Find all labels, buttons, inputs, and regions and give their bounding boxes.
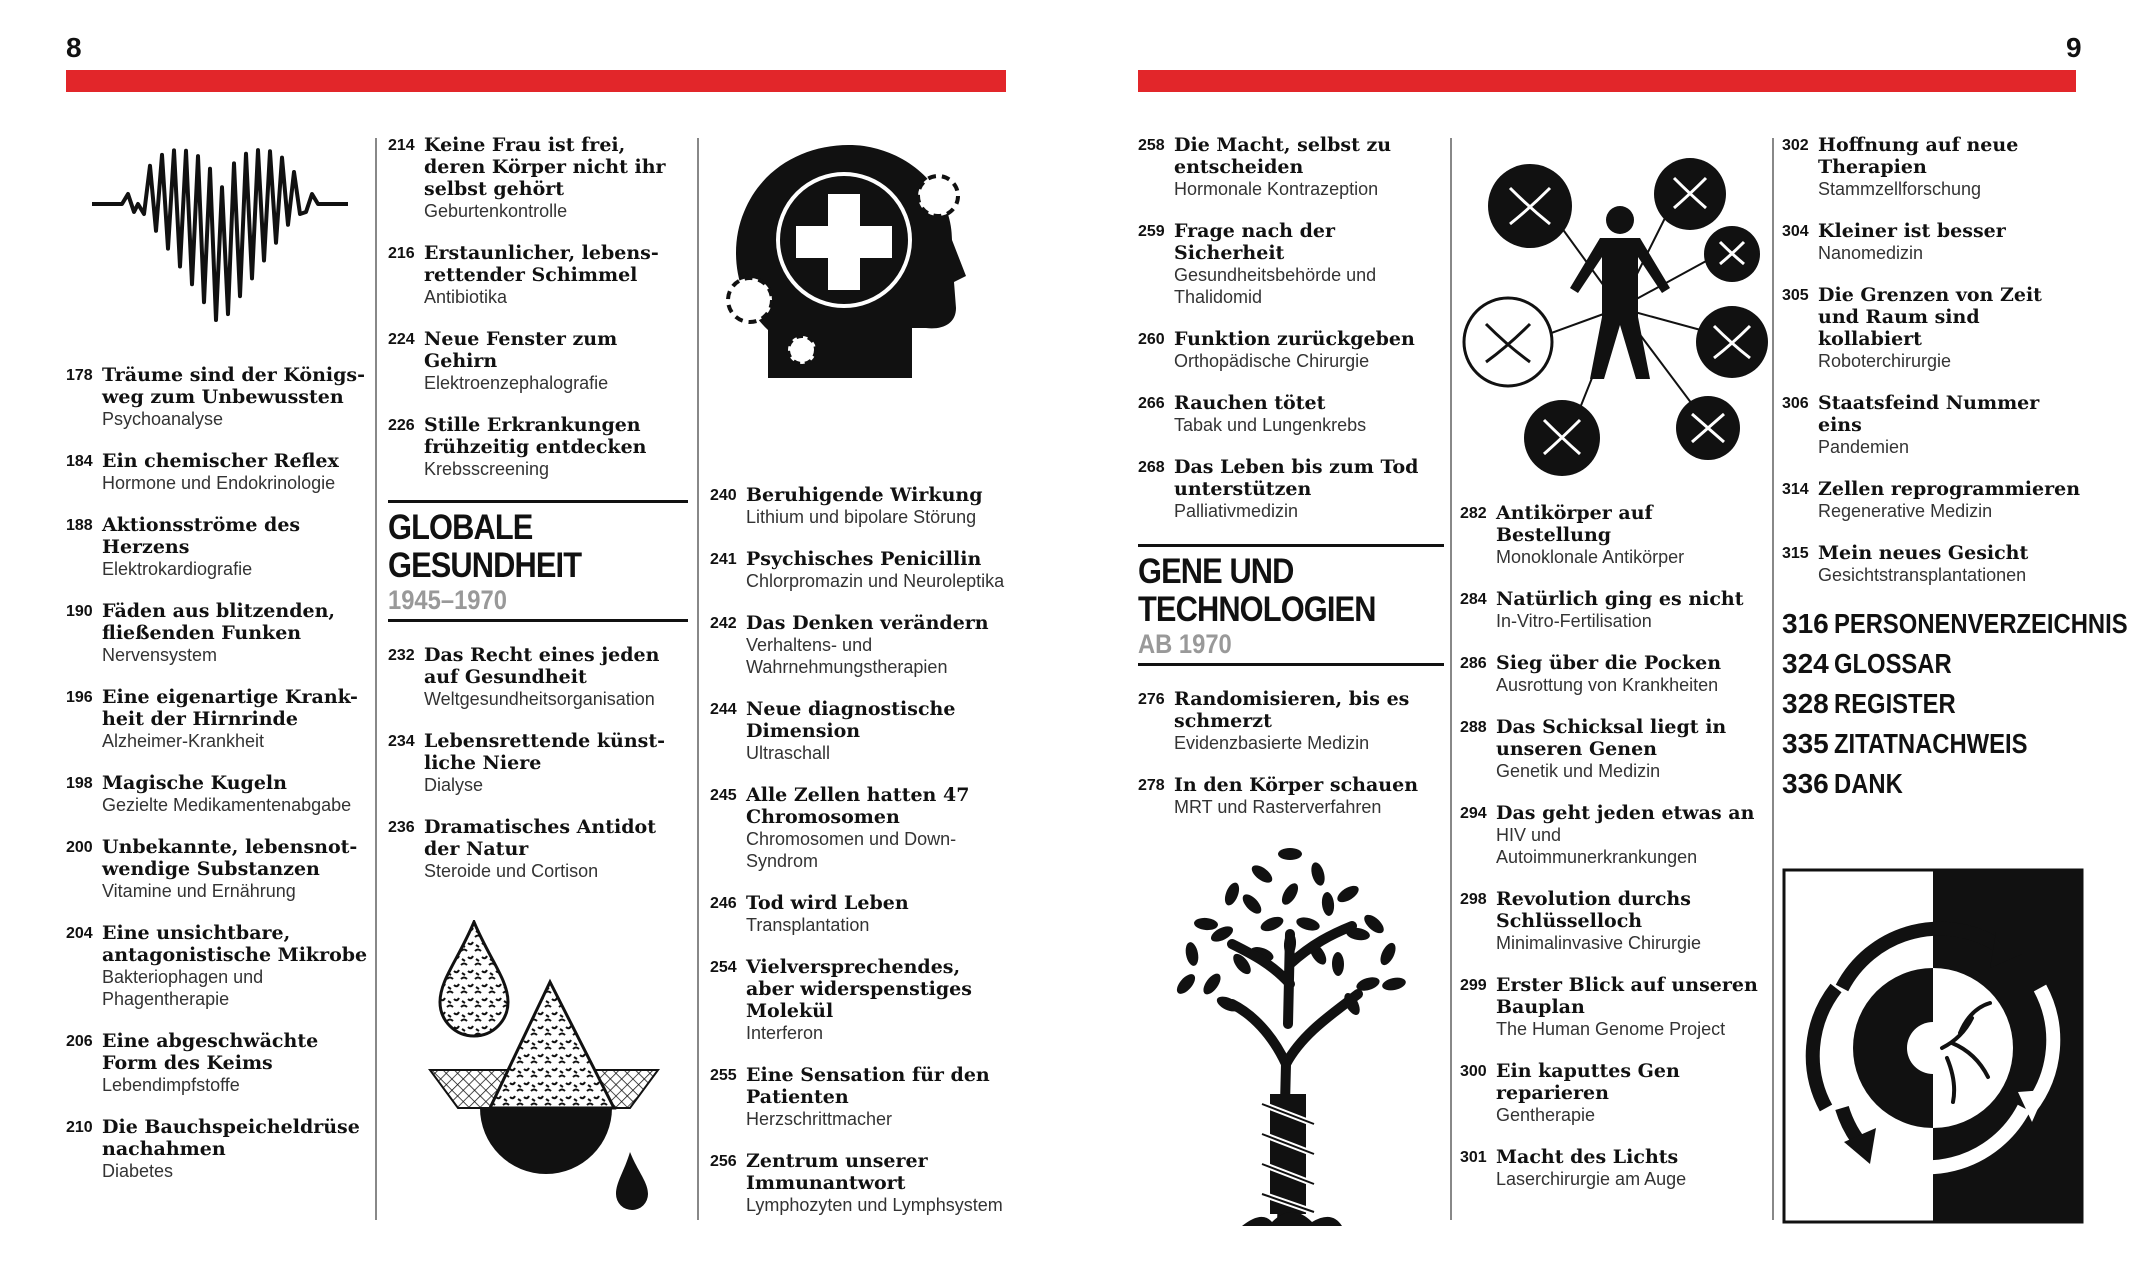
toc-entry-title: Das geht jeden etwas an [1496,802,1755,824]
toc-column-3 [710,484,1010,1236]
toc-entry-text [746,1064,1010,1130]
toc-entry [66,600,368,666]
toc-page-number: 266 [1138,395,1165,412]
toc-page-number: 286 [1460,655,1487,672]
toc-entry-text [1818,134,2082,200]
toc-entry-subtitle: Vitamine und Ernährung [102,881,296,901]
toc-entry-title: Zentrum unserer Immunantwort [746,1150,928,1194]
toc-page-number: 190 [66,603,93,620]
toc-entry-text [424,328,688,394]
toc-page-number: 282 [1460,505,1487,522]
toc-entry-text [746,1150,1010,1216]
toc-entry-title: Staatsfeind Nummer eins [1818,392,2040,436]
back-matter-page: 316 [1782,608,1829,639]
toc-entry-text [424,816,688,882]
back-matter-list [1782,604,2128,804]
toc-entry [66,836,368,902]
toc-entry [66,922,368,1010]
toc-page-number: 188 [66,517,93,534]
section-header-gene-und-technologien [1138,544,1444,666]
toc-page-number: 276 [1138,691,1165,708]
toc-entry-subtitle: Nanomedizin [1818,243,1924,263]
toc-entry [388,242,688,308]
back-matter-label: PERSONENVERZEICHNIS [1834,608,2128,639]
toc-page-number: 288 [1460,719,1487,736]
toc-entry-subtitle: Transplantation [746,915,870,935]
toc-page-number: 254 [710,959,737,976]
toc-entry-title: Randomisieren, bis es schmerzt [1174,688,1410,732]
toc-entry [388,328,688,394]
column-divider [697,138,699,1220]
toc-entry-text [746,892,1010,936]
toc-entry-title: Das Recht eines jeden auf Gesundheit [424,644,660,688]
toc-entry-subtitle: MRT und Rasterverfahren [1174,797,1382,817]
toc-page-number: 226 [388,417,415,434]
toc-entry [388,730,688,796]
toc-entry [1782,284,2082,372]
toc-entry-title: Neue Fenster zum Gehirn [424,328,618,372]
toc-page-number: 302 [1782,137,1809,154]
toc-column-6 [1782,134,2128,804]
toc-entry [710,956,1010,1044]
toc-entry-title: Mein neues Gesicht [1818,542,2029,564]
toc-entry-subtitle: Steroide und Cortison [424,861,599,881]
toc-entry-text [746,956,1010,1044]
back-matter-entry [1782,724,2082,764]
page-number-left: 8 [66,32,82,63]
toc-entry-subtitle: Stammzellforschung [1818,179,1982,199]
toc-entry-text [102,686,368,752]
toc-entry-title: Revolution durchs Schlüsselloch [1496,888,1691,932]
toc-entry-text [102,450,368,494]
toc-entry-text [424,414,688,480]
toc-entry-text [1496,588,1766,632]
toc-entry-title: Neue diagnostische Dimension [746,698,956,742]
toc-entry [1782,478,2082,522]
toc-entry-subtitle: Genetik und Medizin [1496,761,1661,781]
toc-entry-text [1818,284,2082,372]
toc-column-4 [1138,134,1444,838]
drops-pyramid-icon [418,920,668,1225]
toc-entry [710,612,1010,678]
section-header-globale-gesundheit [388,500,688,622]
toc-entry-title: Antikörper auf Bestellung [1496,502,1653,546]
toc-entry-subtitle: Chromosomen und Down-Syndrom [746,829,957,871]
toc-entry-title: Die Macht, selbst zu entscheiden [1174,134,1392,178]
toc-entry-text [1496,716,1766,782]
toc-entry-subtitle: Hormone und Endokrinologie [102,473,336,493]
dna-person-icon [1460,158,1768,478]
toc-page-number: 301 [1460,1149,1487,1166]
section-title-line2: TECHNOLOGIEN [1138,590,1376,629]
toc-entry-subtitle: Elektrokardiografie [102,559,253,579]
tree-icon [1162,834,1418,1226]
toc-page-number: 304 [1782,223,1809,240]
toc-entry-title: Eine unsichtbare, antagonistische Mikrobe [102,922,368,966]
toc-entry-title: Macht des Lichts [1496,1146,1679,1168]
toc-page-number: 246 [710,895,737,912]
toc-page-number: 299 [1460,977,1487,994]
toc-entry [66,1116,368,1182]
toc-page-number: 224 [388,331,415,348]
toc-entry [710,892,1010,936]
toc-entry-text [424,730,688,796]
toc-entry [1138,688,1444,754]
column-divider [1450,138,1452,1220]
toc-entry-subtitle: Bakteriophagen und Phagentherapie [102,967,264,1009]
toc-entry-text [1174,688,1444,754]
toc-column-2 [388,134,688,902]
toc-entry-subtitle: Verhaltens- und Wahrnehmungstherapien [746,635,948,677]
toc-column-5 [1460,502,1766,1210]
toc-entry-title: Aktionsströme des Herzens [102,514,301,558]
toc-entry-title: Magische Kugeln [102,772,287,794]
column-divider [1772,138,1774,1220]
toc-entry-title: Das Leben bis zum Tod unterstützen [1174,456,1419,500]
toc-entry-subtitle: Hormonale Kontrazeption [1174,179,1379,199]
toc-entry-title: Eine eigenartige Krank-heit der Hirnrinde [102,686,358,730]
toc-entry-title: Stille Erkrankungen frühzeitig entdecken [424,414,647,458]
toc-entry [1460,1060,1766,1126]
toc-entry [1460,802,1766,868]
toc-entry-subtitle: Regenerative Medizin [1818,501,1993,521]
toc-entry [1138,220,1444,308]
head-cross-icon [716,140,976,384]
section-title-line1: GLOBALE [388,508,533,547]
toc-entry [388,414,688,480]
red-header-bar-left [66,70,1006,92]
toc-entry [710,548,1010,592]
toc-page-number: 206 [66,1033,93,1050]
toc-page-number: 284 [1460,591,1487,608]
section-title-line1: GENE UND [1138,552,1294,591]
toc-entry-subtitle: Lebendimpfstoffe [102,1075,240,1095]
toc-entry-text [746,784,1010,872]
back-matter-page: 324 [1782,648,1829,679]
toc-entry-text [424,644,688,710]
toc-entry-text [102,922,368,1010]
toc-entry [710,484,1010,528]
toc-entry-subtitle: Roboterchirurgie [1818,351,1952,371]
back-matter-entry [1782,684,2082,724]
toc-page-number: 200 [66,839,93,856]
toc-entry-subtitle: Ausrottung von Krankheiten [1496,675,1719,695]
toc-entry [1460,716,1766,782]
toc-page-number: 314 [1782,481,1809,498]
section-years: AB 1970 [1138,629,1232,659]
toc-entry-subtitle: Gentherapie [1496,1105,1596,1125]
toc-entry-subtitle: Krebsscreening [424,459,550,479]
toc-entry [66,514,368,580]
toc-page-number: 232 [388,647,415,664]
toc-entry-text [102,600,368,666]
toc-entry-text [1174,328,1444,372]
toc-entry-subtitle: HIV und Autoimmunerkrankungen [1496,825,1698,867]
toc-entry [710,698,1010,764]
column-divider [375,138,377,1220]
toc-entry-text [1818,542,2082,586]
toc-entry-title: Funktion zurückgeben [1174,328,1415,350]
toc-entry-text [1496,1146,1766,1190]
red-header-bar-right [1138,70,2076,92]
toc-entry-title: Tod wird Leben [746,892,909,914]
toc-entry-subtitle: Pandemien [1818,437,1910,457]
back-matter-label: DANK [1834,768,1903,799]
toc-entry [710,1150,1010,1216]
toc-page-number: 242 [710,615,737,632]
toc-entry-title: Das Schicksal liegt in unseren Genen [1496,716,1727,760]
toc-entry-subtitle: In-Vitro-Fertilisation [1496,611,1652,631]
toc-page-number: 234 [388,733,415,750]
toc-entry-text [1174,220,1444,308]
toc-page-number: 210 [66,1119,93,1136]
toc-entry-title: Erster Blick auf unseren Bauplan [1496,974,1758,1018]
toc-page-number: 305 [1782,287,1809,304]
back-matter-entry [1782,644,2082,684]
toc-page-number: 244 [710,701,737,718]
toc-entry-text [1496,1060,1766,1126]
toc-entry [1782,542,2082,586]
section-years: 1945–1970 [388,585,507,615]
toc-entry-text [1496,888,1766,954]
toc-entry-title: Eine Sensation für den Patienten [746,1064,990,1108]
back-matter-page: 328 [1782,688,1829,719]
toc-entry-text [1818,478,2082,522]
toc-entry-title: Vielversprechendes, aber widerspenstiges Molekül [746,956,972,1022]
toc-entry-subtitle: Chlorpromazin und Neuroleptika [746,571,1005,591]
toc-entry [388,816,688,882]
toc-entry [1782,392,2082,458]
toc-entry-subtitle: Ultraschall [746,743,831,763]
toc-entry-title: Träume sind der Königs-weg zum Unbewussten [102,364,365,408]
toc-entry-subtitle: Herzschrittmacher [746,1109,893,1129]
toc-entry-subtitle: Weltgesundheitsorganisation [424,689,655,709]
toc-entry-title: Unbekannte, lebensnot-wendige Substanzen [102,836,358,880]
toc-entry [388,644,688,710]
toc-entry-text [424,242,688,308]
toc-entry-subtitle: Evidenzbasierte Medizin [1174,733,1370,753]
toc-page-number: 184 [66,453,93,470]
toc-entry-text [1818,392,2082,458]
toc-entry-text [1174,456,1444,522]
toc-page-number: 268 [1138,459,1165,476]
toc-entry [1460,888,1766,954]
toc-entry [1138,134,1444,200]
toc-entry [66,686,368,752]
toc-entry-text [102,772,368,816]
toc-page-number: 196 [66,689,93,706]
toc-entry-title: Natürlich ging es nicht [1496,588,1744,610]
toc-entry-text [102,514,368,580]
toc-entry-text [102,1030,368,1096]
toc-entry [1460,1146,1766,1190]
heartbeat-heart-icon [92,134,348,330]
toc-entry-subtitle: Gesichtstransplantationen [1818,565,2027,585]
toc-entry [1138,392,1444,436]
toc-entry-subtitle: Interferon [746,1023,824,1043]
toc-entry-title: Die Grenzen von Zeit und Raum sind kollabiert [1818,284,2042,350]
toc-page-number: 300 [1460,1063,1487,1080]
toc-page-number: 198 [66,775,93,792]
toc-entry-title: Sieg über die Pocken [1496,652,1722,674]
toc-entry-subtitle: Palliativmedizin [1174,501,1299,521]
toc-entry-text [1496,974,1766,1040]
toc-entry-subtitle: Alzheimer-Krankheit [102,731,265,751]
toc-entry-title: Fäden aus blitzenden, fließenden Funken [102,600,335,644]
page-number-right: 9 [2066,32,2082,63]
toc-entry-title: Dramatisches Antidot der Natur [424,816,656,860]
toc-entry-subtitle: Diabetes [102,1161,174,1181]
toc-entry [1460,588,1766,632]
toc-entry-title: Psychisches Penicillin [746,548,982,570]
toc-entry-subtitle: Gezielte Medikamentenabgabe [102,795,352,815]
toc-entry-text [102,1116,368,1182]
toc-entry-title: Keine Frau ist frei, deren Körper nicht ihr selbst gehört [424,134,666,200]
back-matter-entry [1782,604,2128,644]
toc-entry-title: Beruhigende Wirkung [746,484,983,506]
toc-entry-text [102,836,368,902]
toc-entry [66,772,368,816]
toc-page-number: 216 [388,245,415,262]
toc-entry [1460,974,1766,1040]
toc-entry [1460,502,1766,568]
toc-entry-text [1174,774,1444,818]
back-matter-label: REGISTER [1834,688,1956,719]
toc-entry-text [1174,392,1444,436]
toc-page-number: 259 [1138,223,1165,240]
toc-entry [1782,220,2082,264]
toc-entry [388,134,688,222]
back-matter-page: 335 [1782,728,1829,759]
section-title-line2: GESUNDHEIT [388,546,582,585]
toc-entry-title: Ein kaputtes Gen reparieren [1496,1060,1680,1104]
toc-entry-subtitle: Lithium und bipolare Störung [746,507,977,527]
toc-entry-subtitle: Minimalinvasive Chirurgie [1496,933,1702,953]
toc-entry [66,450,368,494]
toc-page-number: 241 [710,551,737,568]
cell-cycle-icon [1782,868,2084,1224]
toc-entry-title: Die Bauchspeicheldrüse nachahmen [102,1116,360,1160]
toc-entry-subtitle: Monoklonale Antikörper [1496,547,1685,567]
toc-entry [710,784,1010,872]
toc-entry-subtitle: Orthopädische Chirurgie [1174,351,1370,371]
toc-entry-text [746,612,1010,678]
toc-entry-title: Das Denken verändern [746,612,989,634]
toc-entry-title: Hoffnung auf neue Therapien [1818,134,2019,178]
toc-entry-subtitle: Psychoanalyse [102,409,224,429]
toc-entry [66,1030,368,1096]
toc-entry [1138,456,1444,522]
toc-entry-title: Alle Zellen hatten 47 Chromosomen [746,784,970,828]
toc-entry-title: Erstaunlicher, lebens-rettender Schimmel [424,242,659,286]
toc-entry-text [746,698,1010,764]
toc-page-number: 294 [1460,805,1487,822]
toc-entry-text [424,134,688,222]
toc-entry-subtitle: Elektroenzephalografie [424,373,609,393]
toc-page-number: 255 [710,1067,737,1084]
toc-entry-subtitle: The Human Genome Project [1496,1019,1726,1039]
toc-entry-text [746,484,1010,528]
toc-entry [66,364,368,430]
toc-entry [710,1064,1010,1130]
toc-page-number: 315 [1782,545,1809,562]
toc-entry-subtitle: Nervensystem [102,645,218,665]
toc-entry-text [746,548,1010,592]
toc-entry-subtitle: Lymphozyten und Lymphsystem [746,1195,1003,1215]
toc-page-number: 306 [1782,395,1809,412]
toc-page-number: 236 [388,819,415,836]
toc-entry-title: Zellen reprogrammieren [1818,478,2081,500]
toc-page-number: 278 [1138,777,1165,794]
toc-entry [1138,328,1444,372]
toc-page-number: 258 [1138,137,1165,154]
toc-entry-text [1496,502,1766,568]
toc-entry-text [1496,802,1766,868]
toc-page-number: 260 [1138,331,1165,348]
toc-entry-text [1174,134,1444,200]
toc-entry-title: Kleiner ist besser [1818,220,2006,242]
back-matter-entry [1782,764,2082,804]
toc-entry-text [102,364,368,430]
toc-page-number: 298 [1460,891,1487,908]
toc-entry-subtitle: Tabak und Lungenkrebs [1174,415,1367,435]
toc-entry-title: In den Körper schauen [1174,774,1419,796]
toc-entry-text [1496,652,1766,696]
back-matter-label: GLOSSAR [1834,648,1952,679]
toc-page-number: 178 [66,367,93,384]
toc-entry-title: Rauchen tötet [1174,392,1326,414]
toc-column-1 [66,364,368,1202]
toc-entry-title: Frage nach der Sicherheit [1174,220,1335,264]
toc-entry [1782,134,2082,200]
toc-page-number: 245 [710,787,737,804]
toc-page-number: 214 [388,137,415,154]
toc-entry-title: Lebensrettende künst-liche Niere [424,730,666,774]
toc-entry-title: Eine abgeschwächte Form des Keims [102,1030,319,1074]
toc-entry-subtitle: Dialyse [424,775,484,795]
toc-entry-subtitle: Gesundheitsbehörde und Thalidomid [1174,265,1377,307]
toc-entry [1138,774,1444,818]
back-matter-label: ZITATNACHWEIS [1834,728,2028,759]
toc-entry-subtitle: Laserchirurgie am Auge [1496,1169,1687,1189]
toc-entry-title: Ein chemischer Reflex [102,450,339,472]
toc-entry [1460,652,1766,696]
toc-page-number: 256 [710,1153,737,1170]
toc-page-number: 240 [710,487,737,504]
back-matter-page: 336 [1782,768,1829,799]
toc-entry-text [1818,220,2082,264]
toc-entry-subtitle: Antibiotika [424,287,508,307]
toc-page-number: 204 [66,925,93,942]
toc-entry-subtitle: Geburtenkontrolle [424,201,568,221]
